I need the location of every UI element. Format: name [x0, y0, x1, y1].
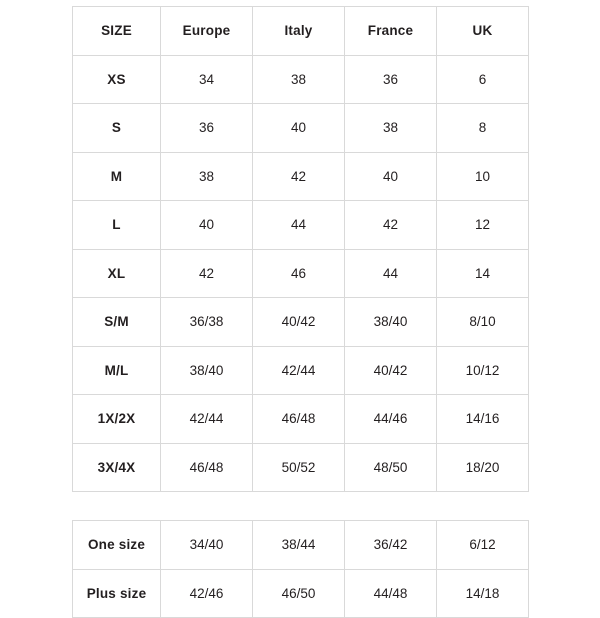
cell-italy: 42/44	[253, 346, 345, 395]
cell-italy: 38/44	[253, 521, 345, 570]
cell-uk: 8	[437, 104, 529, 153]
cell-uk: 18/20	[437, 443, 529, 492]
column-header-italy: Italy	[253, 7, 345, 56]
row-header-size: XS	[73, 55, 161, 104]
table-row	[73, 395, 529, 444]
table-row	[73, 298, 529, 347]
row-header-size: 3X/4X	[73, 443, 161, 492]
size-conversion-table	[72, 6, 529, 492]
cell-italy: 46/50	[253, 569, 345, 618]
row-header-size: S/M	[73, 298, 161, 347]
cell-france: 42	[345, 201, 437, 250]
table-row	[73, 249, 529, 298]
cell-france: 38	[345, 104, 437, 153]
cell-europe: 40	[161, 201, 253, 250]
column-header-france: France	[345, 7, 437, 56]
table-row	[73, 152, 529, 201]
cell-italy: 46	[253, 249, 345, 298]
cell-europe: 36/38	[161, 298, 253, 347]
cell-uk: 8/10	[437, 298, 529, 347]
cell-europe: 34/40	[161, 521, 253, 570]
cell-italy: 42	[253, 152, 345, 201]
table-row	[73, 55, 529, 104]
cell-europe: 38/40	[161, 346, 253, 395]
cell-italy: 40	[253, 104, 345, 153]
row-header-size: S	[73, 104, 161, 153]
cell-uk: 10	[437, 152, 529, 201]
column-header-europe: Europe	[161, 7, 253, 56]
cell-uk: 6/12	[437, 521, 529, 570]
cell-italy: 38	[253, 55, 345, 104]
one-size-table	[72, 520, 529, 618]
cell-france: 36/42	[345, 521, 437, 570]
table-row	[73, 569, 529, 618]
cell-france: 44/48	[345, 569, 437, 618]
row-header-one-size: One size	[73, 521, 161, 570]
cell-europe: 36	[161, 104, 253, 153]
column-header-uk: UK	[437, 7, 529, 56]
cell-france: 48/50	[345, 443, 437, 492]
table-row	[73, 521, 529, 570]
cell-europe: 42/44	[161, 395, 253, 444]
cell-uk: 14/18	[437, 569, 529, 618]
cell-europe: 46/48	[161, 443, 253, 492]
row-header-size: L	[73, 201, 161, 250]
cell-france: 40	[345, 152, 437, 201]
row-header-plus-size: Plus size	[73, 569, 161, 618]
cell-france: 44	[345, 249, 437, 298]
cell-europe: 42	[161, 249, 253, 298]
row-header-size: M/L	[73, 346, 161, 395]
row-header-size: 1X/2X	[73, 395, 161, 444]
table-row	[73, 443, 529, 492]
cell-france: 36	[345, 55, 437, 104]
table-header-row	[73, 7, 529, 56]
cell-uk: 6	[437, 55, 529, 104]
cell-uk: 14	[437, 249, 529, 298]
table-row	[73, 346, 529, 395]
cell-europe: 38	[161, 152, 253, 201]
table-row	[73, 201, 529, 250]
table-spacer	[72, 492, 528, 520]
table-row	[73, 104, 529, 153]
cell-italy: 44	[253, 201, 345, 250]
column-header-size: SIZE	[73, 7, 161, 56]
row-header-size: M	[73, 152, 161, 201]
cell-uk: 12	[437, 201, 529, 250]
cell-france: 40/42	[345, 346, 437, 395]
cell-europe: 34	[161, 55, 253, 104]
cell-uk: 10/12	[437, 346, 529, 395]
cell-europe: 42/46	[161, 569, 253, 618]
cell-france: 38/40	[345, 298, 437, 347]
cell-italy: 40/42	[253, 298, 345, 347]
row-header-size: XL	[73, 249, 161, 298]
cell-italy: 50/52	[253, 443, 345, 492]
cell-uk: 14/16	[437, 395, 529, 444]
cell-france: 44/46	[345, 395, 437, 444]
cell-italy: 46/48	[253, 395, 345, 444]
